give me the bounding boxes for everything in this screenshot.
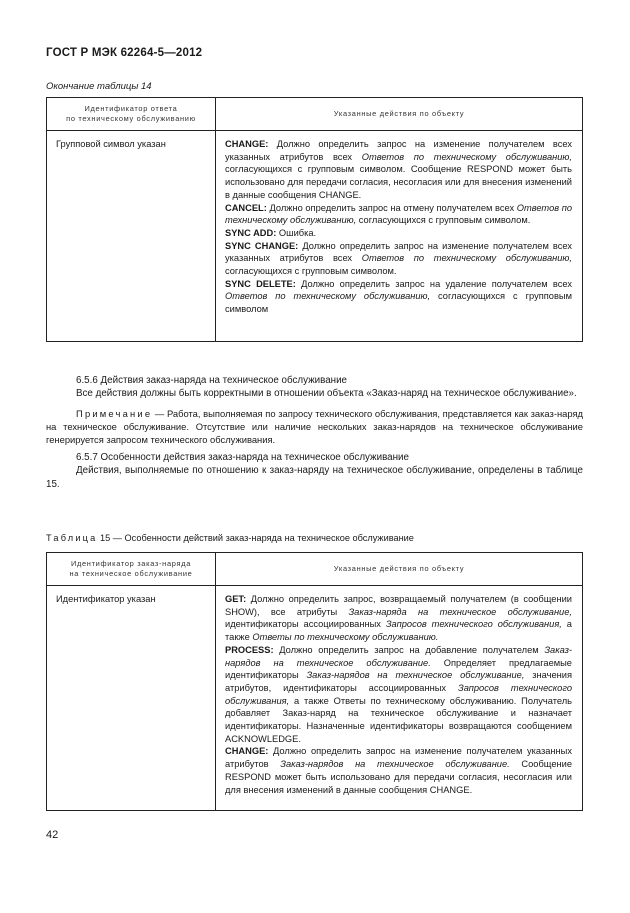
table14-col1-header-line1: Идентификатор ответа xyxy=(84,103,178,113)
table14-col2-header xyxy=(216,98,583,131)
section-6-5-6-heading: 6.5.6 Действия заказ-наряда на техническое обслуживание xyxy=(76,375,347,386)
table15-action-process: PROCESS: Должно определить запрос на добавление получателем Заказ-нарядов на техническое обслуживание. Определяет предлагаемые идентификаторы Заказ-нарядов на техническое обслуживание, значения атрибутов, идентификаторы ассоциированных Запросов технического обслуживания, а также Ответы по техническому обслуживанию. Получатель добавляет Заказ-наряд на техническое обслуживание и назначает идентификаторы. Назначенные идентификаторы возвращаются сообщением ACKNOWLEDGE. xyxy=(225,644,573,744)
table-14 xyxy=(46,97,583,342)
table14-caption: Окончание таблицы 14 xyxy=(46,81,152,92)
note-text: — Работа, выполняемая по запросу технического обслуживания, представляется как заказ-наряд на техническое обслуживание. Отсутствие или наличие нескольких заказ-нарядов на техническое обслуживание генерируется запросом технического обслуживания. xyxy=(46,408,583,445)
table14-action-cancel: CANCEL: Должно определить запрос на отмену получателем всех Ответов по техническому обслуживанию, согласующихся с групповым символом. xyxy=(225,202,572,226)
body-section xyxy=(46,374,583,491)
table15-col2-header-text: Указанные действия по объекту xyxy=(333,563,465,573)
table14-col1-header-line2: по техническому обслуживанию xyxy=(66,114,196,123)
table15-action-change: CHANGE: Должно определить запрос на изменение получателем указанных атрибутов Заказ-нарядов на техническое обслуживание. Сообщение RESPOND может быть использовано для передачи согласия, несогласия или для внесения изменений в данные сообщения CHANGE. xyxy=(225,746,573,795)
table14-action-sync-delete: SYNC DELETE: Должно определить запрос на удаление получателем всех Ответов по техническому обслуживанию, согласующихся с групповым символом xyxy=(225,278,572,315)
section-6-5-7-text: Действия, выполняемые по отношению к заказ-наряду на техническое обслуживание, определены в таблице 15. xyxy=(46,465,583,490)
table15-caption-label: Таблица xyxy=(46,533,98,543)
table14-row-key-text: Групповой символ указан xyxy=(56,139,166,149)
page-number: 42 xyxy=(46,829,59,841)
table15-col2-header xyxy=(216,553,583,586)
document-header: ГОСТ Р МЭК 62264-5—2012 xyxy=(46,47,203,59)
table-15 xyxy=(46,552,583,811)
note xyxy=(46,408,583,446)
section-6-5-7-heading: 6.5.7 Особенности действия заказ-наряда на техническое обслуживание xyxy=(76,452,409,464)
table14-action-sync-add: SYNC ADD: Ошибка. xyxy=(225,227,317,238)
table15-col1-header-line2: на техническое обслуживание xyxy=(69,569,193,578)
table15-col1-header-line1: Идентификатор заказ-наряда xyxy=(70,558,192,568)
table15-row-key xyxy=(47,586,216,811)
table14-action-sync-change: SYNC CHANGE: Должно определить запрос на изменение получателем всех указанных атрибутов всех Ответов по техническому обслуживанию, согласующихся с групповым символом. xyxy=(225,240,573,277)
table14-row-key xyxy=(47,131,216,342)
note-label: Примечание xyxy=(76,408,153,420)
table14-col2-header-text: Указанные действия по объекту xyxy=(333,108,465,118)
table15-row-key-text: Идентификатор указан xyxy=(56,594,156,604)
table15-caption-text: 15 — Особенности действий заказ-наряда на техническое обслуживание xyxy=(97,533,414,543)
table15-caption xyxy=(46,533,414,543)
section-6-5-6-text: Все действия должны быть корректными в отношении объекта «Заказ-наряд на техническое обслуживание». xyxy=(76,388,577,400)
table15-col1-header xyxy=(47,553,216,586)
table14-action-change: CHANGE: Должно определить запрос на изменение получателем всех указанных атрибутов всех Ответов по техническому обслуживанию, согласующихся с групповым символом. Сообщение RESPOND может быть использовано для передачи согласия, несогласия или для внесения изменений в данные сообщения CHANGE. xyxy=(225,139,572,200)
table14-row-actions xyxy=(216,131,583,342)
table15-action-get: GET: Должно определить запрос, возвращаемый получателем (в сообщении SHOW), все атрибуты Заказ-наряда на техническое обслуживание, идентификаторы ассоциированных Запросов технического обслуживания, а также Ответы по техническому обслуживанию. xyxy=(225,594,572,643)
table15-row-actions xyxy=(216,586,583,811)
table14-col1-header xyxy=(47,98,216,131)
